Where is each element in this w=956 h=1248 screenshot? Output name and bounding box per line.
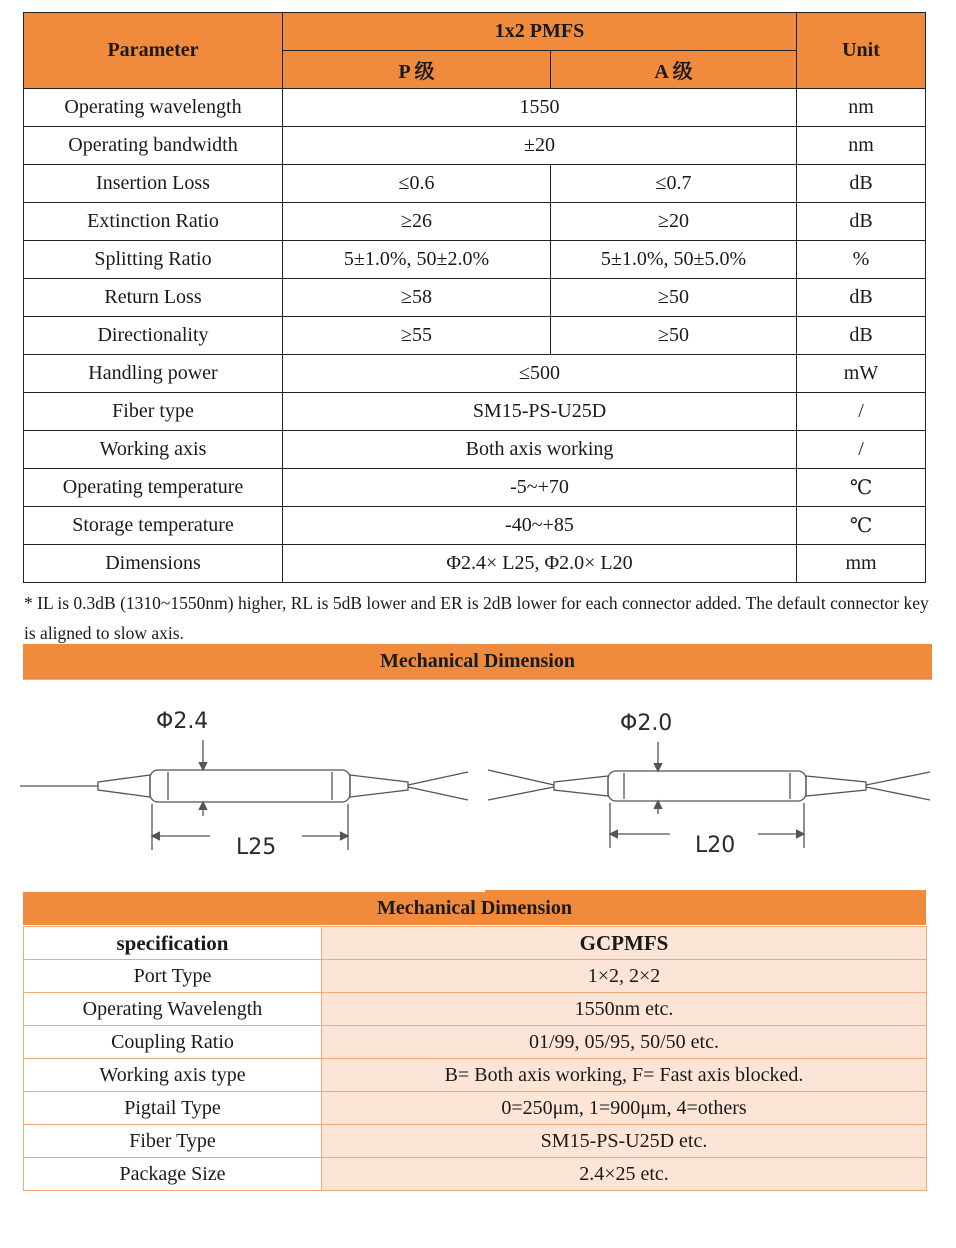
- value-cell: -40~+85: [283, 507, 797, 545]
- spec-label: Working axis type: [24, 1059, 322, 1092]
- value-cell: Both axis working: [283, 431, 797, 469]
- a-value-cell: ≤0.7: [551, 165, 797, 203]
- unit-cell: mm: [797, 545, 926, 583]
- unit-cell: dB: [797, 165, 926, 203]
- output-fiber-1: [866, 772, 930, 785]
- spec-value: 1×2, 2×2: [322, 960, 927, 993]
- output-fiber-2: [866, 787, 930, 800]
- left-boot: [554, 776, 608, 796]
- a-value-cell: 5±1.0%, 50±5.0%: [551, 241, 797, 279]
- tube-body: [150, 770, 350, 802]
- mechanical-dimension-title: Mechanical Dimension: [377, 897, 572, 919]
- coupler-drawing-l25: [10, 690, 480, 880]
- table-row: [24, 993, 927, 1026]
- table-row: [24, 89, 926, 127]
- input-fiber-1: [488, 770, 554, 785]
- param-cell: Return Loss: [24, 279, 283, 317]
- parameter-header: Parameter: [24, 13, 283, 89]
- param-cell: Extinction Ratio: [24, 203, 283, 241]
- param-cell: Storage temperature: [24, 507, 283, 545]
- param-cell: Splitting Ratio: [24, 241, 283, 279]
- table-row: [24, 960, 927, 993]
- table-row: [24, 241, 926, 279]
- spec-table: [23, 12, 926, 583]
- p-value-cell: 5±1.0%, 50±2.0%: [283, 241, 551, 279]
- table-row: [24, 431, 926, 469]
- param-cell: Operating wavelength: [24, 89, 283, 127]
- coupler-drawing-l20: [480, 690, 940, 880]
- table-row: [24, 1026, 927, 1059]
- right-boot: [806, 776, 866, 796]
- left-boot: [98, 775, 150, 797]
- value-cell: -5~+70: [283, 469, 797, 507]
- spec-value: 2.4×25 etc.: [322, 1158, 927, 1191]
- param-cell: Insertion Loss: [24, 165, 283, 203]
- length-label: L20: [695, 833, 736, 858]
- spec-label: Fiber Type: [24, 1125, 322, 1158]
- model-header: GCPMFS: [322, 927, 927, 960]
- mechanical-dimension-banner: Mechanical Dimension: [23, 644, 932, 680]
- footnote: * IL is 0.3dB (1310~1550nm) higher, RL is 5dB lower and ER is 2dB lower for each connector added. The default connector key is aligned to slow axis.: [24, 593, 929, 643]
- table-row: [24, 127, 926, 165]
- table-row: [24, 469, 926, 507]
- table-row: [24, 1059, 927, 1092]
- value-cell: Φ2.4× L25, Φ2.0× L20: [283, 545, 797, 583]
- unit-cell: dB: [797, 203, 926, 241]
- table-row: [24, 317, 926, 355]
- a-value-cell: ≥20: [551, 203, 797, 241]
- spec-value: 01/99, 05/95, 50/50 etc.: [322, 1026, 927, 1059]
- unit-cell: ℃: [797, 469, 926, 507]
- diameter-label: Φ2.0: [620, 711, 673, 736]
- spec-label: Pigtail Type: [24, 1092, 322, 1125]
- value-cell: SM15-PS-U25D: [283, 393, 797, 431]
- right-boot: [350, 775, 408, 797]
- spec-label: Coupling Ratio: [24, 1026, 322, 1059]
- table-row: [24, 1125, 927, 1158]
- p-value-cell: ≥26: [283, 203, 551, 241]
- unit-cell: dB: [797, 317, 926, 355]
- unit-cell: nm: [797, 89, 926, 127]
- header-row: [24, 13, 926, 51]
- table-row: [24, 1158, 927, 1191]
- param-cell: Working axis: [24, 431, 283, 469]
- spec-value: SM15-PS-U25D etc.: [322, 1125, 927, 1158]
- input-fiber-2: [488, 787, 554, 800]
- table-row: [24, 165, 926, 203]
- ordering-info-table: [23, 926, 927, 1191]
- output-fiber-2: [408, 787, 468, 800]
- unit-cell: mW: [797, 355, 926, 393]
- unit-cell: nm: [797, 127, 926, 165]
- table-row: [24, 203, 926, 241]
- unit-cell: /: [797, 393, 926, 431]
- product-header: 1x2 PMFS: [283, 13, 797, 51]
- length-label: L25: [236, 835, 277, 860]
- diameter-label: Φ2.4: [156, 709, 209, 734]
- table-row: [24, 393, 926, 431]
- unit-cell: /: [797, 431, 926, 469]
- tube-body: [608, 771, 806, 801]
- spec-value: 1550nm etc.: [322, 993, 927, 1026]
- spec-label: Operating Wavelength: [24, 993, 322, 1026]
- p-value-cell: ≤0.6: [283, 165, 551, 203]
- param-cell: Directionality: [24, 317, 283, 355]
- param-cell: Handling power: [24, 355, 283, 393]
- unit-header: Unit: [797, 13, 926, 89]
- value-cell: ±20: [283, 127, 797, 165]
- spec-value: 0=250μm, 1=900μm, 4=others: [322, 1092, 927, 1125]
- table-row: [24, 355, 926, 393]
- grade-a-header: A 级: [551, 51, 797, 89]
- p-value-cell: ≥58: [283, 279, 551, 317]
- unit-cell: dB: [797, 279, 926, 317]
- spec-value: B= Both axis working, F= Fast axis blocked.: [322, 1059, 927, 1092]
- a-value-cell: ≥50: [551, 317, 797, 355]
- unit-cell: ℃: [797, 507, 926, 545]
- a-value-cell: ≥50: [551, 279, 797, 317]
- output-fiber-1: [408, 772, 468, 785]
- value-cell: ≤500: [283, 355, 797, 393]
- grade-p-header: P 级: [283, 51, 551, 89]
- specification-header: specification: [24, 927, 322, 960]
- table-row: [24, 1092, 927, 1125]
- mechanical-dimension-table-header: [23, 890, 926, 925]
- param-cell: Operating bandwidth: [24, 127, 283, 165]
- spec-label: Port Type: [24, 960, 322, 993]
- table-row: [24, 507, 926, 545]
- param-cell: Fiber type: [24, 393, 283, 431]
- value-cell: 1550: [283, 89, 797, 127]
- spec-label: Package Size: [24, 1158, 322, 1191]
- param-cell: Operating temperature: [24, 469, 283, 507]
- table-header-row: [24, 927, 927, 960]
- table-row: [24, 545, 926, 583]
- p-value-cell: ≥55: [283, 317, 551, 355]
- table-row: [24, 279, 926, 317]
- unit-cell: %: [797, 241, 926, 279]
- header-notch: [23, 888, 485, 892]
- param-cell: Dimensions: [24, 545, 283, 583]
